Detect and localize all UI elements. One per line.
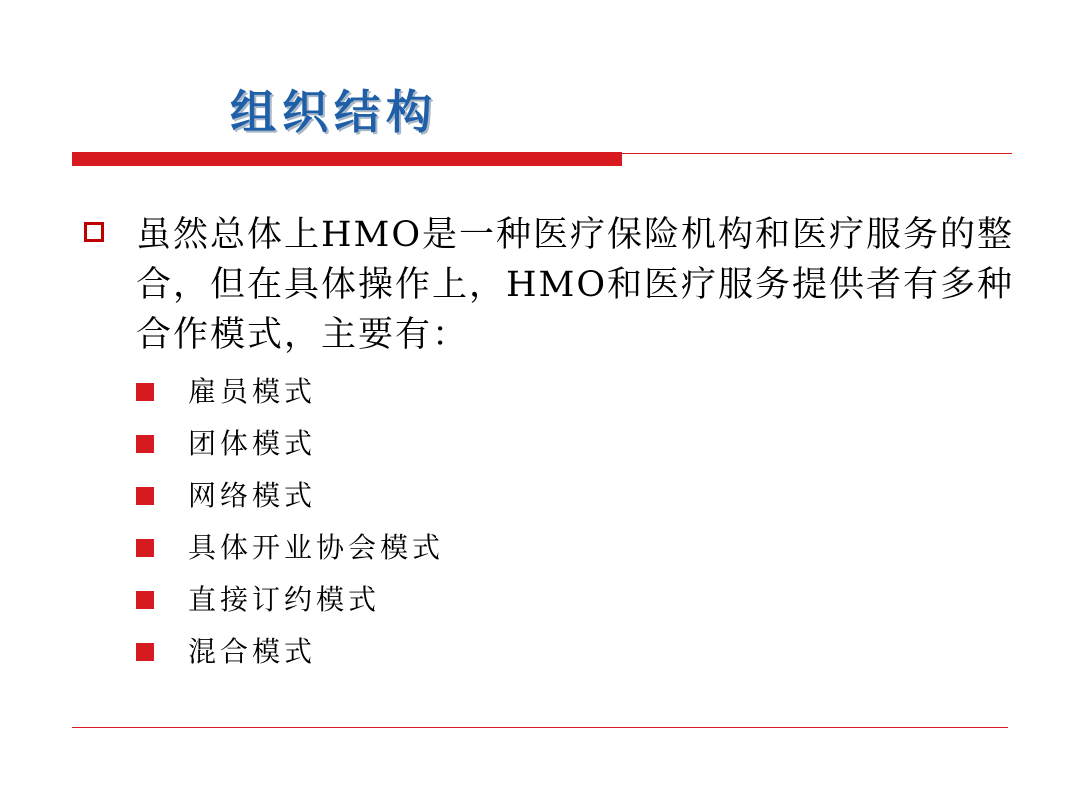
filled-square-icon [136, 591, 154, 609]
list-item [136, 574, 444, 626]
filled-square-icon [136, 435, 154, 453]
filled-square-icon [136, 539, 154, 557]
filled-square-icon [136, 383, 154, 401]
sub-bullet-label: 具体开业协会模式 [188, 531, 445, 564]
sub-bullet-label: 混合模式 [188, 635, 317, 668]
title-underline-thin [622, 153, 1012, 154]
main-bullet-text: 虽然总体上HMO是一种医疗保险机构和医疗服务的整合，但在具体操作上，HMO和医疗服务提供者有多种合作模式，主要有： [136, 215, 1015, 355]
filled-square-icon [136, 643, 154, 661]
list-item [136, 470, 444, 522]
sub-bullet-label: 直接订约模式 [188, 583, 381, 616]
list-item [136, 418, 444, 470]
footer-divider [72, 727, 1008, 728]
slide-title: 组织结构 [230, 85, 438, 139]
list-item [136, 522, 444, 574]
sub-bullet-label: 网络模式 [188, 479, 317, 512]
sub-bullet-label: 团体模式 [188, 427, 317, 460]
list-item [136, 626, 444, 678]
filled-square-icon [136, 487, 154, 505]
hollow-square-icon [84, 222, 104, 242]
list-item [136, 366, 444, 418]
sub-bullet-label: 雇员模式 [188, 375, 317, 408]
title-underline-thick [72, 152, 622, 166]
sub-bullet-list [136, 366, 444, 678]
